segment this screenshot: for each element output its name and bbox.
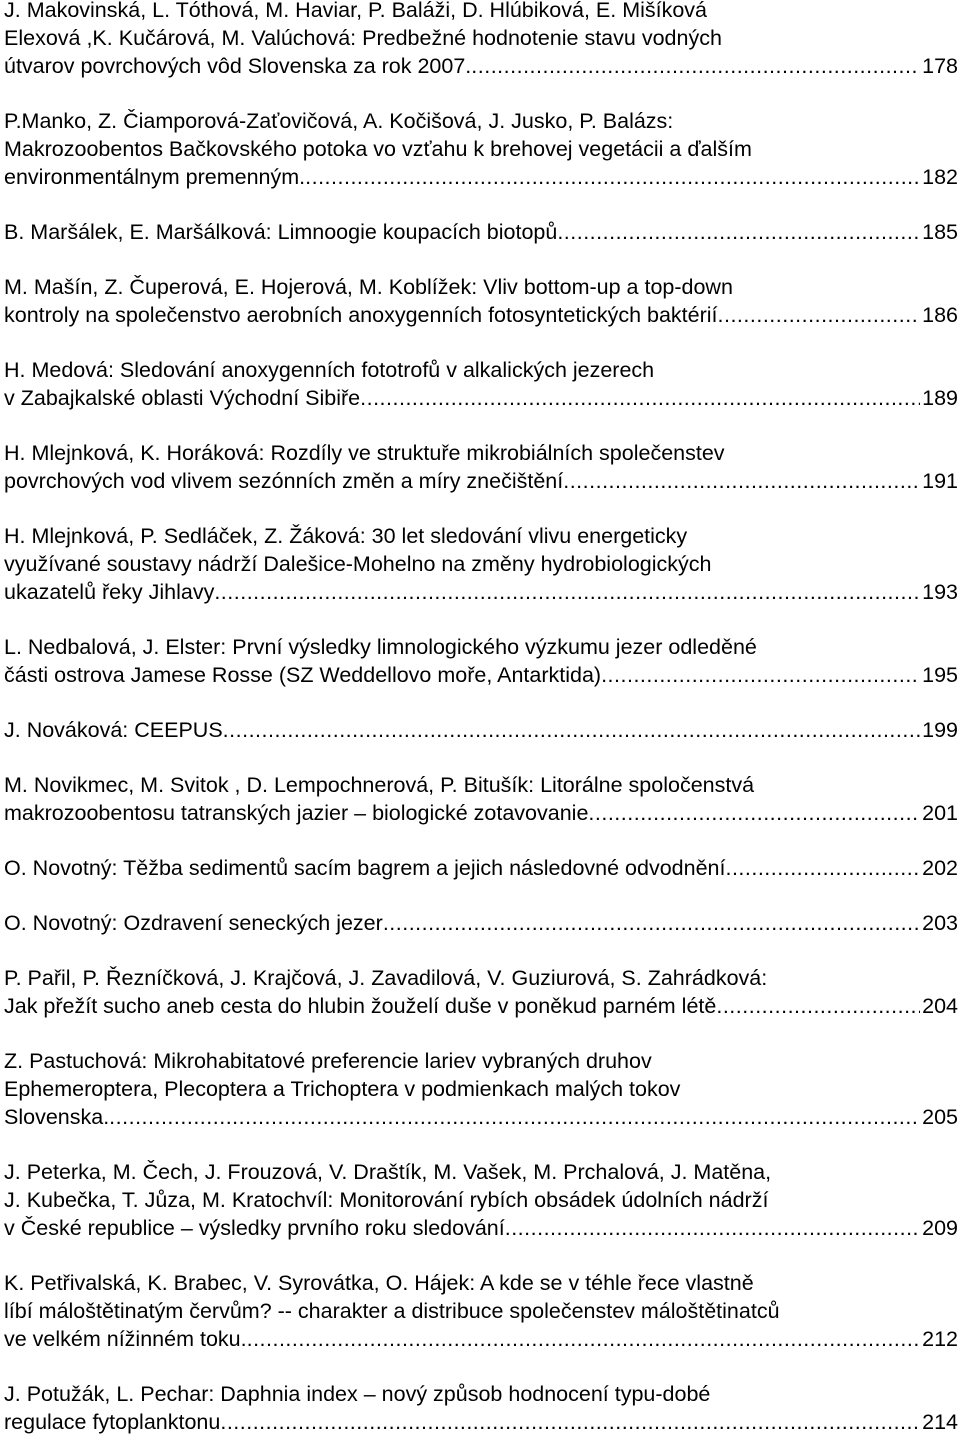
toc-entry-final-line bbox=[4, 661, 958, 689]
page-number: 214 bbox=[922, 1410, 958, 1434]
toc-entry-final-line bbox=[4, 1214, 958, 1242]
dot-leader bbox=[471, 52, 920, 80]
toc-entry-line: J. Peterka, M. Čech, J. Frouzová, V. Draštík, M. Vašek, M. Prchalová, J. Matěna, bbox=[4, 1160, 772, 1184]
dot-leader bbox=[223, 716, 920, 744]
dot-leader bbox=[109, 1103, 920, 1131]
toc-entry[interactable] bbox=[4, 716, 960, 744]
toc-entry-title-end: B. Maršálek, E. Maršálková: Limnoogie koupacích biotopů bbox=[4, 220, 558, 244]
toc-entry-final-line bbox=[4, 854, 958, 882]
toc-entry-title-end: regulace fytoplanktonu bbox=[4, 1410, 221, 1434]
dot-leader bbox=[588, 799, 920, 827]
toc-entry-title-end: Jak přežít sucho aneb cesta do hlubin žouželí duše v poněkud parném létě bbox=[4, 994, 717, 1018]
toc-entry-final-line bbox=[4, 716, 958, 744]
toc-entry-line: H. Medová: Sledování anoxygenních fototrofů v alkalických jezerech bbox=[4, 358, 655, 382]
page-number: 205 bbox=[922, 1105, 958, 1129]
page-number: 195 bbox=[922, 663, 958, 687]
toc-entry-line: K. Petřivalská, K. Brabec, V. Syrovátka, O. Hájek: A kde se v téhle řece vlastně bbox=[4, 1271, 754, 1295]
dot-leader bbox=[718, 301, 921, 329]
page-number: 193 bbox=[922, 580, 958, 604]
toc-entry-final-line bbox=[4, 52, 958, 80]
dot-leader bbox=[716, 992, 920, 1020]
page-number: 182 bbox=[922, 165, 958, 189]
toc-entry-line: Z. Pastuchová: Mikrohabitatové preferencie lariev vybraných druhov bbox=[4, 1049, 652, 1073]
toc-entry[interactable] bbox=[4, 439, 960, 495]
dot-leader bbox=[305, 163, 920, 191]
toc-entry-line: P. Pařil, P. Řezníčková, J. Krajčová, J. Zavadilová, V. Guziurová, S. Zahrádková: bbox=[4, 966, 768, 990]
toc-entry-final-line bbox=[4, 384, 958, 412]
toc-entry-title-end: Slovenska. bbox=[4, 1105, 110, 1129]
toc-entry[interactable] bbox=[4, 273, 960, 329]
toc-entry-line: J. Makovinská, L. Tóthová, M. Haviar, P. Baláži, D. Hlúbiková, E. Mišíková bbox=[4, 0, 708, 22]
page-number: 189 bbox=[922, 386, 958, 410]
toc-entry[interactable] bbox=[4, 1380, 960, 1436]
toc-entry[interactable] bbox=[4, 854, 960, 882]
page-number: 202 bbox=[922, 856, 958, 880]
toc-entry-title-end: O. Novotný: Ozdravení seneckých jezer bbox=[4, 911, 383, 935]
page-number: 204 bbox=[922, 994, 958, 1018]
toc-entry-line: J. Potužák, L. Pechar: Daphnia index – nový způsob hodnocení typu-dobé bbox=[4, 1382, 711, 1406]
dot-leader bbox=[725, 854, 920, 882]
toc-entry-title-end: útvarov povrchových vôd Slovenska za rok 2007. bbox=[4, 54, 472, 78]
toc-entry-final-line bbox=[4, 1103, 958, 1131]
toc-entry-line: H. Mlejnková, P. Sedláček, Z. Žáková: 30 let sledování vlivu energeticky bbox=[4, 524, 688, 548]
dot-leader bbox=[563, 467, 920, 495]
page-number: 201 bbox=[922, 801, 958, 825]
page-number: 212 bbox=[922, 1327, 958, 1351]
page-number: 199 bbox=[922, 718, 958, 742]
dot-leader bbox=[247, 1325, 921, 1353]
toc-entry[interactable] bbox=[4, 218, 960, 246]
toc-entry-final-line bbox=[4, 218, 958, 246]
toc-entry-line: využívané soustavy nádrží Dalešice-Mohelno na změny hydrobiologických bbox=[4, 552, 712, 576]
toc-entry-title-end: ve velkém nížinném toku. bbox=[4, 1327, 247, 1351]
toc-entry-final-line bbox=[4, 578, 958, 606]
page-number: 185 bbox=[922, 220, 958, 244]
toc-entry[interactable] bbox=[4, 633, 960, 689]
dot-leader bbox=[360, 384, 920, 412]
toc-entry[interactable] bbox=[4, 107, 960, 191]
toc-entry-final-line bbox=[4, 992, 958, 1020]
dot-leader bbox=[383, 909, 920, 937]
toc-entry[interactable] bbox=[4, 964, 960, 1020]
toc-entry-title-end: povrchových vod vlivem sezónních změn a míry znečištění bbox=[4, 469, 564, 493]
toc-entry[interactable] bbox=[4, 909, 960, 937]
toc-entry-final-line bbox=[4, 301, 958, 329]
toc-entry-title-end: části ostrova Jamese Rosse (SZ Weddellovo moře, Antarktida) bbox=[4, 663, 602, 687]
toc-entry[interactable] bbox=[4, 1047, 960, 1131]
toc-entry-final-line bbox=[4, 799, 958, 827]
toc-entry-line: M. Novikmec, M. Svitok , D. Lempochnerová, P. Bitušík: Litorálne spoločenstvá bbox=[4, 773, 755, 797]
toc-entry[interactable] bbox=[4, 0, 960, 80]
toc-entry-title-end: O. Novotný: Těžba sedimentů sacím bagrem a jejich následovné odvodnění bbox=[4, 856, 726, 880]
toc-entry-line: líbí máloštětinatým červům? -- charakter a distribuce společenstev máloštětinatců bbox=[4, 1299, 780, 1323]
toc-entry-title-end: J. Nováková: CEEPUS bbox=[4, 718, 223, 742]
toc-entry-line: Elexová ,K. Kučárová, M. Valúchová: Predbežné hodnotenie stavu vodných bbox=[4, 26, 722, 50]
page-number: 209 bbox=[922, 1216, 958, 1240]
toc-entry-line: H. Mlejnková, K. Horáková: Rozdíly ve struktuře mikrobiálních společenstev bbox=[4, 441, 725, 465]
dot-leader bbox=[214, 578, 920, 606]
dot-leader bbox=[557, 218, 920, 246]
toc-entry-title-end: makrozoobentosu tatranských jazier – biologické zotavovanie bbox=[4, 801, 589, 825]
page-number: 186 bbox=[922, 303, 958, 327]
toc-entries bbox=[4, 0, 960, 1436]
dot-leader bbox=[601, 661, 920, 689]
toc-entry[interactable] bbox=[4, 522, 960, 606]
page-number: 191 bbox=[922, 469, 958, 493]
toc-entry[interactable] bbox=[4, 771, 960, 827]
toc-entry-title-end: ukazatelů řeky Jihlavy bbox=[4, 580, 215, 604]
toc-entry-line: Makrozoobentos Bačkovského potoka vo vzťahu k brehovej vegetácii a ďalším bbox=[4, 137, 752, 161]
toc-entry-line: M. Mašín, Z. Čuperová, E. Hojerová, M. Koblížek: Vliv bottom-up a top-down bbox=[4, 275, 733, 299]
toc-entry-line: J. Kubečka, T. Jůza, M. Kratochvíl: Monitorování rybích obsádek údolních nádrží bbox=[4, 1188, 769, 1212]
toc-entry[interactable] bbox=[4, 1269, 960, 1353]
toc-entry[interactable] bbox=[4, 1158, 960, 1242]
toc-entry-line: L. Nedbalová, J. Elster: První výsledky limnologického výzkumu jezer odleděné bbox=[4, 635, 757, 659]
toc-entry-final-line bbox=[4, 163, 958, 191]
page-number: 203 bbox=[922, 911, 958, 935]
dot-leader bbox=[220, 1408, 920, 1436]
toc-entry-final-line bbox=[4, 1325, 958, 1353]
page-number: 178 bbox=[922, 54, 958, 78]
toc-entry-final-line bbox=[4, 909, 958, 937]
toc-entry-final-line bbox=[4, 1408, 958, 1436]
toc-entry-title-end: kontroly na společenstvo aerobních anoxygenních fotosyntetických baktérií bbox=[4, 303, 718, 327]
toc-entry-line: Ephemeroptera, Plecoptera a Trichoptera v podmienkach malých tokov bbox=[4, 1077, 681, 1101]
toc-entry-line: P.Manko, Z. Čiamporová-Zaťovičová, A. Kočišová, J. Jusko, P. Balázs: bbox=[4, 109, 674, 133]
toc-entry-title-end: v Zabajkalské oblasti Východní Sibiře bbox=[4, 386, 361, 410]
toc-entry-final-line bbox=[4, 467, 958, 495]
toc-entry[interactable] bbox=[4, 356, 960, 412]
toc-entry-title-end: v České republice – výsledky prvního roku sledování bbox=[4, 1216, 505, 1240]
toc-entry-title-end: environmentálnym premenným. bbox=[4, 165, 306, 189]
dot-leader bbox=[505, 1214, 920, 1242]
